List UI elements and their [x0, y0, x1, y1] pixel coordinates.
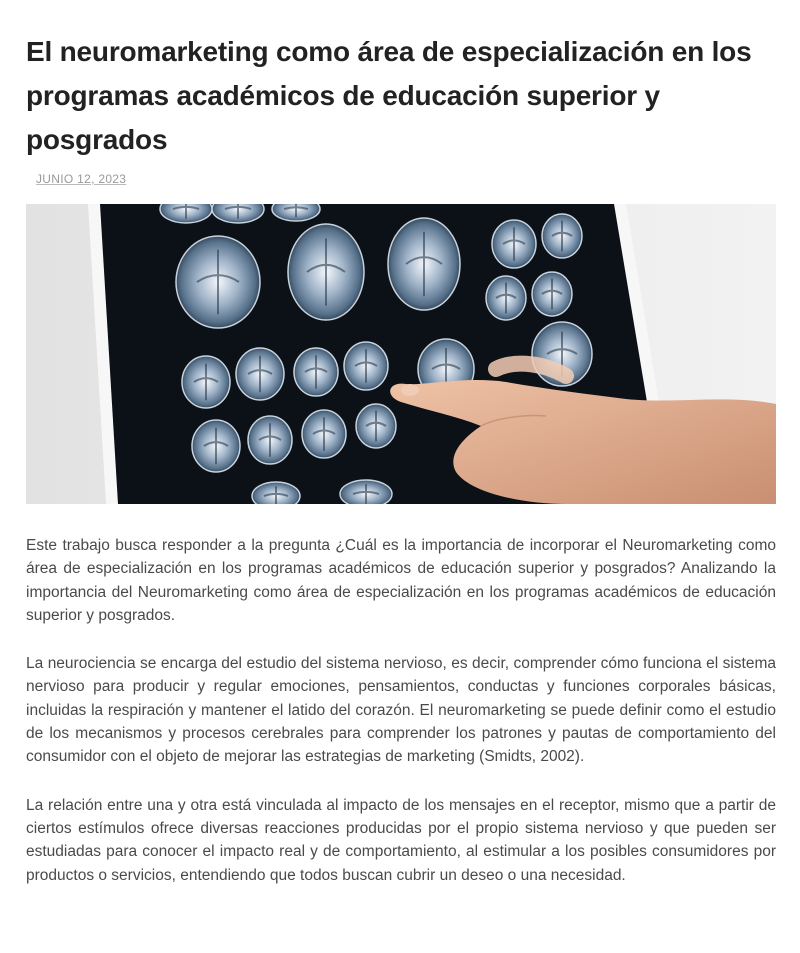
paragraph-2: La neurociencia se encarga del estudio del sistema nervioso, es decir, comprender cómo funciona el sistema nervioso para producir y regular emociones, pensamientos, conductas y funciones corporales básicas, incluidas la respiración y mantener el latido del corazón. El neuromarketing se puede definir como el estudio de los mecanismos y procesos cerebrales para comprender los patrones y pautas de comportamiento del consumidor con el objeto de mejorar las estrategias de marketing (Smidts, 2002). [26, 655, 776, 766]
article-date-link[interactable]: JUNIO 12, 2023 [36, 172, 127, 186]
article-title: El neuromarketing como área de especialización en los programas académicos de educación superior y posgrados [26, 36, 752, 155]
paragraph-1: Este trabajo busca responder a la pregunta ¿Cuál es la importancia de incorporar el Neuromarketing como área de especialización en los programas académicos de educación superior y posgrados? Analizando la importancia del Neuromarketing como área de especialización en los programas académicos de educación superior y posgrados. [26, 537, 776, 624]
article-body [26, 534, 776, 912]
hero-image [26, 204, 776, 504]
brain-scan-illustration [26, 204, 776, 504]
paragraph-3: La relación entre una y otra está vinculada al impacto de los mensajes en el receptor, mismo que a partir de ciertos estímulos ofrece diversas reacciones producidas por el propio sistema nervioso y que pueden ser estudiadas para conocer el impacto real y de comportamiento, al estimular a los posibles consumidores por productos o servicios, entendiendo que todos buscan cubrir un deseo o una necesidad. [26, 796, 776, 884]
